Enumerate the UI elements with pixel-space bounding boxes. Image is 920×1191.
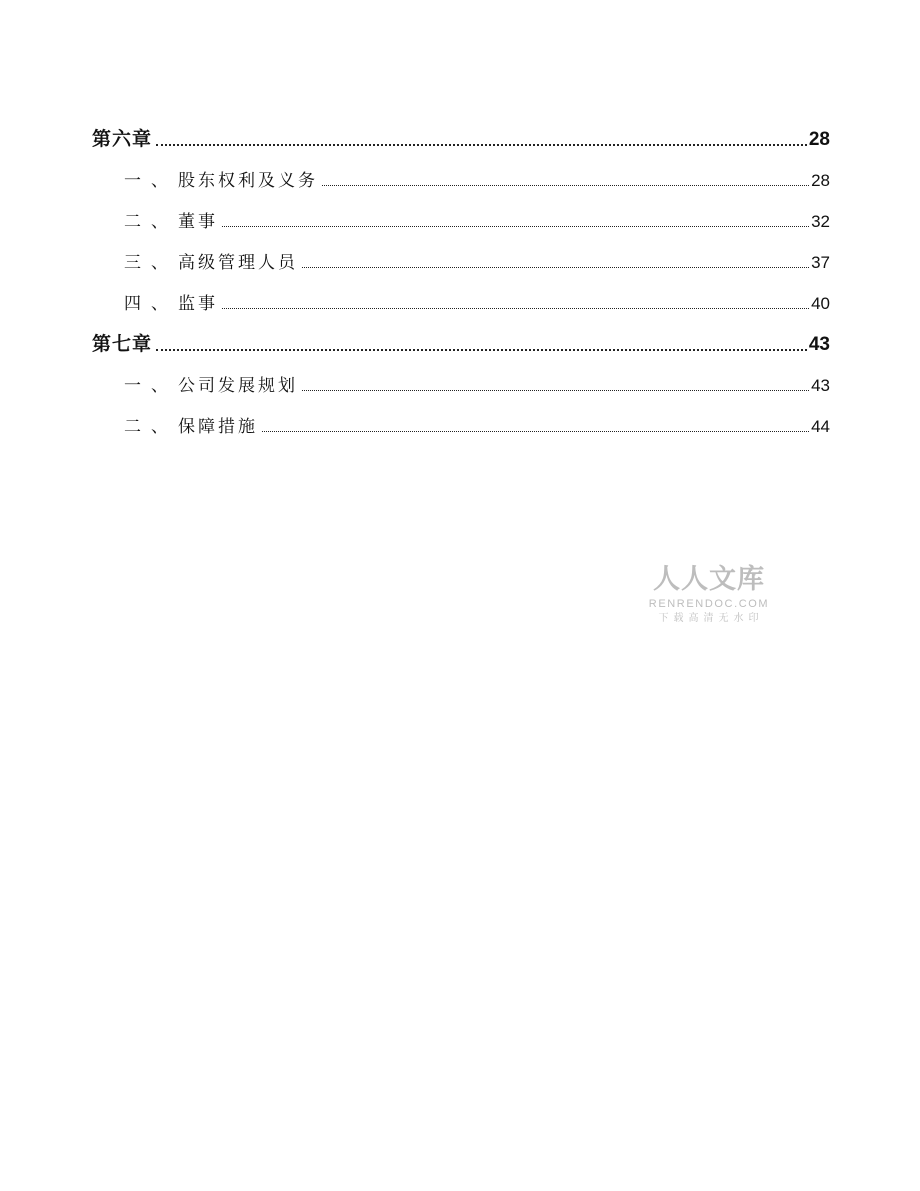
toc-entry[interactable] — [92, 284, 830, 314]
chapter-title: 第七章 — [92, 333, 153, 355]
page-number: 32 — [811, 212, 830, 231]
page-number: 40 — [811, 294, 830, 313]
section-title: 公司发展规划 — [178, 376, 298, 396]
section-title: 高级管理人员 — [178, 253, 298, 273]
section-title: 监事 — [178, 294, 218, 314]
section-number: 二、 — [124, 417, 178, 437]
dot-leader — [302, 262, 809, 268]
section-title: 股东权利及义务 — [178, 171, 318, 191]
section-title: 董事 — [178, 212, 218, 232]
page-number: 28 — [808, 129, 830, 150]
toc-entry[interactable] — [92, 243, 830, 273]
chapter-title: 第六章 — [92, 128, 153, 150]
page-number: 43 — [811, 376, 830, 395]
toc-chapter-7[interactable] — [92, 325, 830, 356]
dot-leader — [156, 345, 807, 351]
toc-entry[interactable] — [92, 202, 830, 232]
section-number: 一、 — [124, 171, 178, 191]
toc-entry[interactable] — [92, 161, 830, 191]
toc-chapter-6[interactable] — [92, 120, 830, 151]
section-number: 三、 — [124, 253, 178, 273]
section-title: 保障措施 — [178, 417, 258, 437]
page-number: 37 — [811, 253, 830, 272]
section-number: 二、 — [124, 212, 178, 232]
watermark — [646, 563, 772, 627]
dot-leader — [302, 385, 809, 391]
page-number: 28 — [811, 171, 830, 190]
dot-leader — [322, 180, 809, 186]
watermark-tagline: 下载高清无水印 — [658, 613, 764, 624]
dot-leader — [222, 221, 809, 227]
dot-leader — [262, 426, 809, 432]
page-number: 44 — [811, 417, 830, 436]
toc-entry[interactable] — [92, 366, 830, 396]
watermark-domain: RENRENDOC.COM — [648, 598, 770, 610]
section-number: 四、 — [124, 294, 178, 314]
table-of-contents — [92, 120, 830, 448]
watermark-logo: 人人文库 — [653, 564, 765, 595]
page-number: 43 — [808, 334, 830, 355]
toc-entry[interactable] — [92, 407, 830, 437]
dot-leader — [156, 140, 807, 146]
dot-leader — [222, 303, 809, 309]
section-number: 一、 — [124, 376, 178, 396]
